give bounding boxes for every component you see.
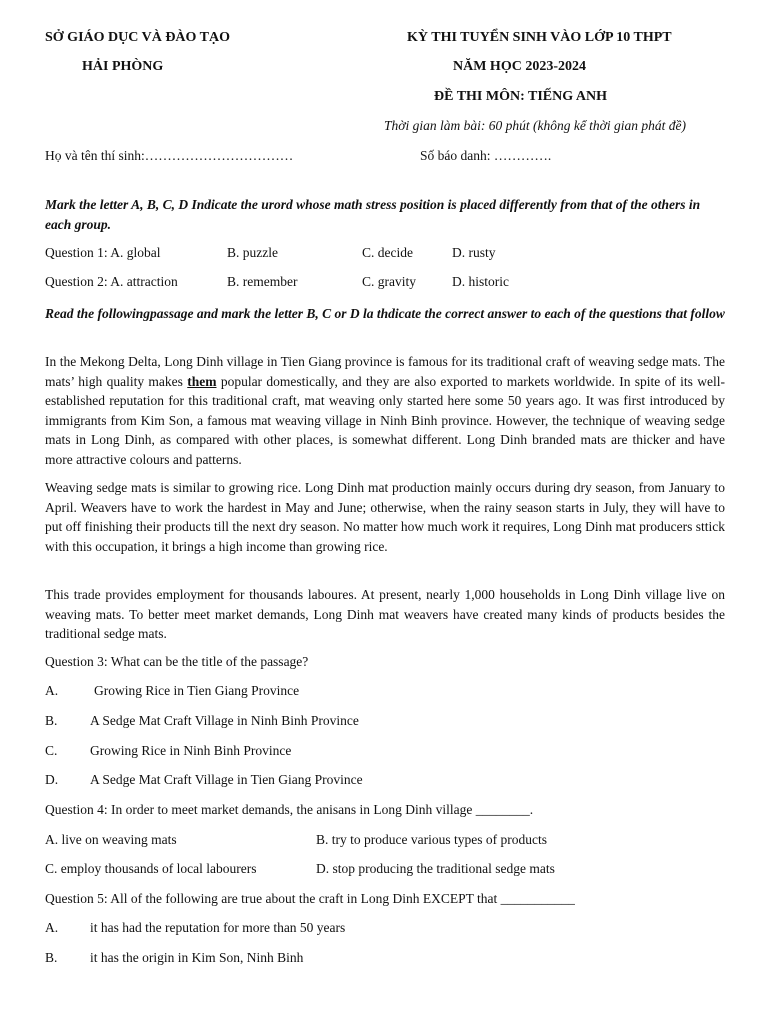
option-text: it has had the reputation for more than 50 years xyxy=(90,920,346,935)
option-text: A Sedge Mat Craft Village in Ninh Binh Province xyxy=(90,713,359,728)
question-2-option-c: C. gravity xyxy=(362,274,416,289)
option-letter: B. xyxy=(45,713,58,728)
candidate-name-field: Họ và tên thí sinh:…………………………… xyxy=(45,148,294,163)
passage-paragraph-3: This trade provides employment for thousands laboures. At present, nearly 1,000 households in Long Dinh village live on weaving mats. To better meet market demands, Long Dinh mat weavers have created many kinds of products besides the traditional sedge mats. xyxy=(45,587,725,641)
option-letter: D. xyxy=(45,772,59,787)
option-text: Growing Rice in Tien Giang Province xyxy=(94,683,300,698)
question-2-option-d: D. historic xyxy=(452,274,509,289)
question-1-option-d: D. rusty xyxy=(452,245,496,260)
question-2-option-a: Question 2: A. attraction xyxy=(45,274,178,289)
option-letter: A. xyxy=(45,683,59,698)
option-letter: A. xyxy=(45,920,59,935)
department-name: SỞ GIÁO DỤC VÀ ĐÀO TẠO xyxy=(45,30,231,45)
question-1-option-a: Question 1: A. global xyxy=(45,245,161,260)
option-text: Growing Rice in Ninh Binh Province xyxy=(90,743,292,758)
question-3: Question 3: What can be the title of the passage? xyxy=(45,654,309,669)
question-1-option-b: B. puzzle xyxy=(227,245,278,260)
question-5: Question 5: All of the following are true about the craft in Long Dinh EXCEPT that ___________ xyxy=(45,891,575,906)
question-1-option-c: C. decide xyxy=(362,245,413,260)
city-name: HẢI PHÒNG xyxy=(82,59,164,74)
exam-title: KỲ THI TUYỂN SINH VÀO LỚP 10 THPT xyxy=(407,30,672,45)
section1-instruction: Mark the letter A, B, C, D Indicate the urord whose math stress position is placed differently from that of the others in each group. xyxy=(45,197,701,232)
passage-paragraph-1 xyxy=(45,352,725,469)
underlined-word-them: them xyxy=(187,373,217,389)
paragraph-1-text-start: In the Mekong Delta, Long Dinh village in Tien Giang province is famous for its traditional craft of weaving sedge mats. The mats’ high quality makes xyxy=(45,354,725,389)
question-2-option-b: B. remember xyxy=(227,274,298,289)
option-letter: B. xyxy=(45,950,58,965)
paragraph-1-text-end: popular domestically, and they are also exported to markets worldwide. In spite of its well-established reputation for this traditional craft, mat weaving only started here some 50 years ago. It was first introduced by immigrants from Kim Son, a famous mat weaving village in Ninh Binh province. However, the technique of weaving sedge mats in Long Dinh, as compared with other places, is somewhat different. Long Dinh branded mats are thicker and have more attractive colours and patterns. xyxy=(45,373,725,467)
subject-title: ĐỀ THI MÔN: TIẾNG ANH xyxy=(434,89,607,104)
option-letter: C. xyxy=(45,743,58,758)
question-4-option-a: A. live on weaving mats xyxy=(45,832,177,847)
question-4-option-c: C. employ thousands of local labourers xyxy=(45,861,257,876)
time-note: Thời gian làm bài: 60 phút (không kể thời gian phát đề) xyxy=(384,118,687,133)
section2-instruction: Read the followingpassage and mark the letter B, C or D la thdicate the correct answer to each of the questions that follow xyxy=(45,306,725,321)
option-text: A Sedge Mat Craft Village in Tien Giang Province xyxy=(90,772,363,787)
passage-paragraph-2: Weaving sedge mats is similar to growing rice. Long Dinh mat production mainly occurs during dry season, from January to April. Weavers have to work the hardest in May and June; otherwise, when the rainy season starts in July, they will have to put off finishing their products till the next dry season. No matter how much work it requires, Long Dinh mat producers sttick with this occupation, it brings a high income than growing rice. xyxy=(45,480,725,554)
candidate-id-field: Số báo danh: …………. xyxy=(420,148,552,163)
question-4-option-b: B. try to produce various types of products xyxy=(316,832,547,847)
question-4-option-d: D. stop producing the traditional sedge mats xyxy=(316,861,555,876)
option-text: it has the origin in Kim Son, Ninh Binh xyxy=(90,950,304,965)
school-year: NĂM HỌC 2023-2024 xyxy=(453,59,586,74)
question-4: Question 4: In order to meet market demands, the anisans in Long Dinh village ________. xyxy=(45,802,534,817)
